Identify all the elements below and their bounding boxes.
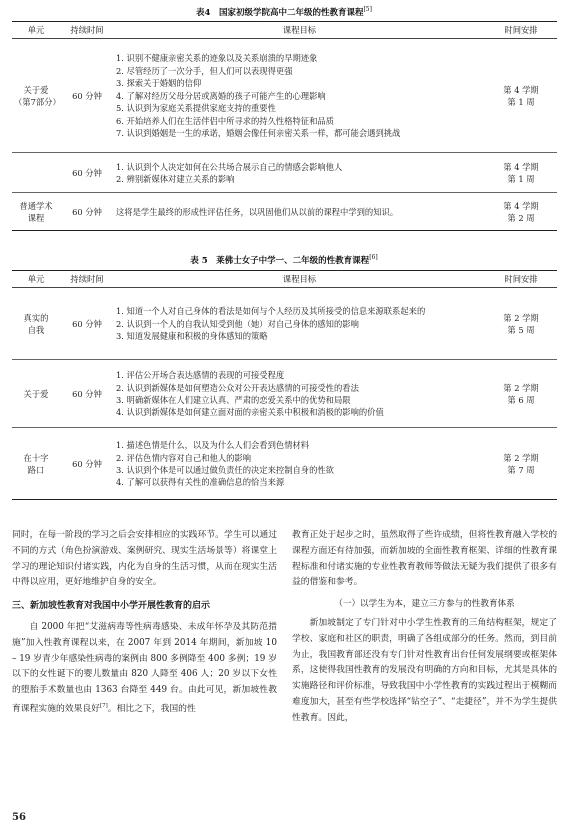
table5-row3-goals (114, 428, 485, 500)
left-paragraph-2-text: 自 2000 年把“艾滋病毒等性病毒感染、未成年怀孕及其防范措施”加入性教育课程以来，在 2007 年到 2014 年期间，新加坡 10 – 19 岁青少年感染性病毒的案例由 800 多例降至 400 多例；19 岁以下的女性诞下的婴儿数量由 820 人降至 406 人；20 岁以下女性的堕胎手术数量也由 1363 台降至 449 台。由此可见，新加坡性教育课程实施的效果良好 (12, 621, 277, 714)
goal-item: 1. 识别不健康亲密关系的迹象以及关系崩溃的早期迹象 (116, 53, 318, 64)
table-row (12, 39, 557, 153)
table4-row1-goals (114, 39, 485, 153)
table5-header-unit: 单元 (12, 271, 60, 288)
goal-item: 这将是学生最终的形成性评估任务，以巩固他们从以前的课程中学到的知识。 (116, 206, 399, 217)
left-paragraph-2 (12, 620, 277, 718)
goal-item: 7. 认识到婚姻是一生的承诺，婚姻会像任何亲密关系一样，都可能会遇到挑战 (116, 127, 401, 138)
goal-item: 2. 尽管经历了一次分手，但人们可以表现得更强 (116, 65, 293, 76)
table-row (12, 193, 557, 231)
goal-item: 6. 开始培养人们在生活伴侣中所寻求的持久性格特征和品质 (116, 115, 334, 126)
table4-header-goals: 课程目标 (114, 22, 485, 39)
goal-item: 2. 评估色情内容对自己和他人的影响 (116, 452, 252, 463)
table5-row1-duration: 60 分钟 (60, 288, 114, 360)
table-row (12, 288, 557, 360)
table5-row3-unit: 在十字 路口 (12, 428, 60, 500)
goal-item: 1. 描述色情是什么，以及为什么人们会看到色情材料 (116, 440, 310, 451)
table5-row1-goals (114, 288, 485, 360)
table4-caption (0, 6, 568, 18)
right-paragraph-2: 新加坡制定了专门针对中小学生性教育的三角结构框架，规定了学校、家庭和社区的职责，明确了各组成部分的任务。然而，到目前为止，我国教育部还没有专门针对性教育出台任何发展纲要或框架体系，这使得我国性教育的发展没有明确的方向和目标，尤其是具体的实施路径和评价标准，导致我国中小学性教育的实践过程出于模糊而难度加大，甚至有些学校选择“钻空子”、“走捷径”，并不为学生提供性教育。因此， (292, 617, 557, 723)
goal-item: 4. 了解可以获得有关性的准确信息的恰当来源 (116, 477, 285, 488)
goal-item: 1. 评估公开场合表达感情的表现的可接受程度 (116, 370, 285, 381)
goal-item: 2. 认识到一个人的自我认知受到他（她）对自己身体的感知的影响 (116, 318, 359, 329)
right-paragraph-1: 教育正处于起步之时，虽然取得了些许成绩，但将性教育融入学校的课程方面还有待加强，而新加坡的全面性教育框架、详细的性教育课程标准和付诸实施的专业性教育教师等做法无疑为我们提供了很多有益的借鉴和参考。 (292, 530, 557, 588)
left-paragraph-1: 同时，在每一阶段的学习之后会安排相应的实践环节。学生可以通过不同的方式（角色扮演游戏、案例研究、现实生活场景等）将课堂上学习的理论知识付诸实践，内化为自身的生活习惯，从而在现实生活中得以应用，更好地维护自身的安全。 (12, 530, 277, 588)
table4-row2-duration: 60 分钟 (60, 153, 114, 193)
table5-row2-unit: 关于爱 (12, 360, 60, 428)
goal-item: 3. 知道发展健康和积极的身体感知的策略 (116, 331, 268, 342)
table4-caption-text: 表4 国家初级学院高中二年级的性教育课程 (196, 8, 364, 18)
table-row (12, 360, 557, 428)
goal-item: 4. 了解对经历父母分居或离婚的孩子可能产生的心理影响 (116, 90, 326, 101)
table4-row3-schedule: 第 4 学期 第 2 周 (485, 193, 557, 231)
table4-row2-goals (114, 153, 485, 193)
goal-item: 1. 认识到个人决定如何在公共场合展示自己的情感会影响他人 (116, 161, 343, 172)
table4 (12, 21, 557, 231)
table4-header-unit: 单元 (12, 22, 60, 39)
table4-row3-goals (114, 193, 485, 231)
goal-item: 3. 认识到个体是可以通过做负责任的决定来控制自身的性欲 (116, 464, 334, 475)
table5-row2-goals (114, 360, 485, 428)
left-column (12, 528, 277, 718)
table4-header-row (12, 22, 557, 39)
table5-header-row (12, 271, 557, 288)
table5 (12, 270, 557, 500)
table4-row3-duration: 60 分钟 (60, 193, 114, 231)
goal-item: 1. 知道一个人对自己身体的看法是如何与个人经历及其所接受的信息来源联系起来的 (116, 306, 426, 317)
section-heading: 三、新加坡性教育对我国中小学开展性教育的启示 (12, 601, 211, 612)
table5-row1-schedule: 第 2 学期 第 5 周 (485, 288, 557, 360)
table4-row1-unit: 关于爱 （第7部分） (12, 39, 60, 153)
citation-ref: [7] (99, 702, 108, 709)
table5-row3-duration: 60 分钟 (60, 428, 114, 500)
table5-row2-schedule: 第 2 学期 第 6 周 (485, 360, 557, 428)
table4-header-duration: 持续时间 (60, 22, 114, 39)
table5-caption-text: 表 5 莱佛士女子中学一、二年级的性教育课程 (190, 256, 370, 266)
goal-item: 3. 明确新媒体在人们建立认真、严肃的恋爱关系中的优势和局限 (116, 394, 351, 405)
table4-row1-schedule: 第 4 学期 第 1 周 (485, 39, 557, 153)
table4-header-schedule: 时间安排 (485, 22, 557, 39)
goal-item: 2. 认识到新媒体是如何塑造公众对公开表达感情的可接受性的看法 (116, 382, 359, 393)
right-column (292, 528, 557, 727)
goal-item: 5. 认识到为家庭关系提供家庭支持的重要性 (116, 103, 276, 114)
table5-header-schedule: 时间安排 (485, 271, 557, 288)
table-row (12, 153, 557, 193)
table4-caption-ref: [5] (363, 6, 372, 14)
goal-item: 3. 探索关于婚姻的信仰 (116, 78, 202, 89)
table4-row2-schedule: 第 4 学期 第 1 周 (485, 153, 557, 193)
goal-item: 4. 认识到新媒体是如何建立面对面的亲密关系中积极和消极的影响的价值 (116, 407, 384, 418)
table4-row2-unit (12, 153, 60, 193)
table5-header-goals: 课程目标 (114, 271, 485, 288)
subsection-heading: （一）以学生为本，建立三方参与的性教育体系 (334, 599, 515, 610)
table5-row2-duration: 60 分钟 (60, 360, 114, 428)
table5-caption-ref: [6] (369, 254, 378, 262)
left-paragraph-2-tail: 。相比之下，我国的性 (107, 703, 196, 714)
table5-header-duration: 持续时间 (60, 271, 114, 288)
table5-row3-schedule: 第 2 学期 第 7 周 (485, 428, 557, 500)
goal-item: 2. 辨别新媒体对建立关系的影响 (116, 173, 235, 184)
table5-caption (0, 254, 568, 266)
table5-row1-unit: 真实的 自我 (12, 288, 60, 360)
table4-row3-unit: 普通学术 课程 (12, 193, 60, 231)
table4-row1-duration: 60 分钟 (60, 39, 114, 153)
page-number: 56 (12, 812, 26, 823)
table-row (12, 428, 557, 500)
